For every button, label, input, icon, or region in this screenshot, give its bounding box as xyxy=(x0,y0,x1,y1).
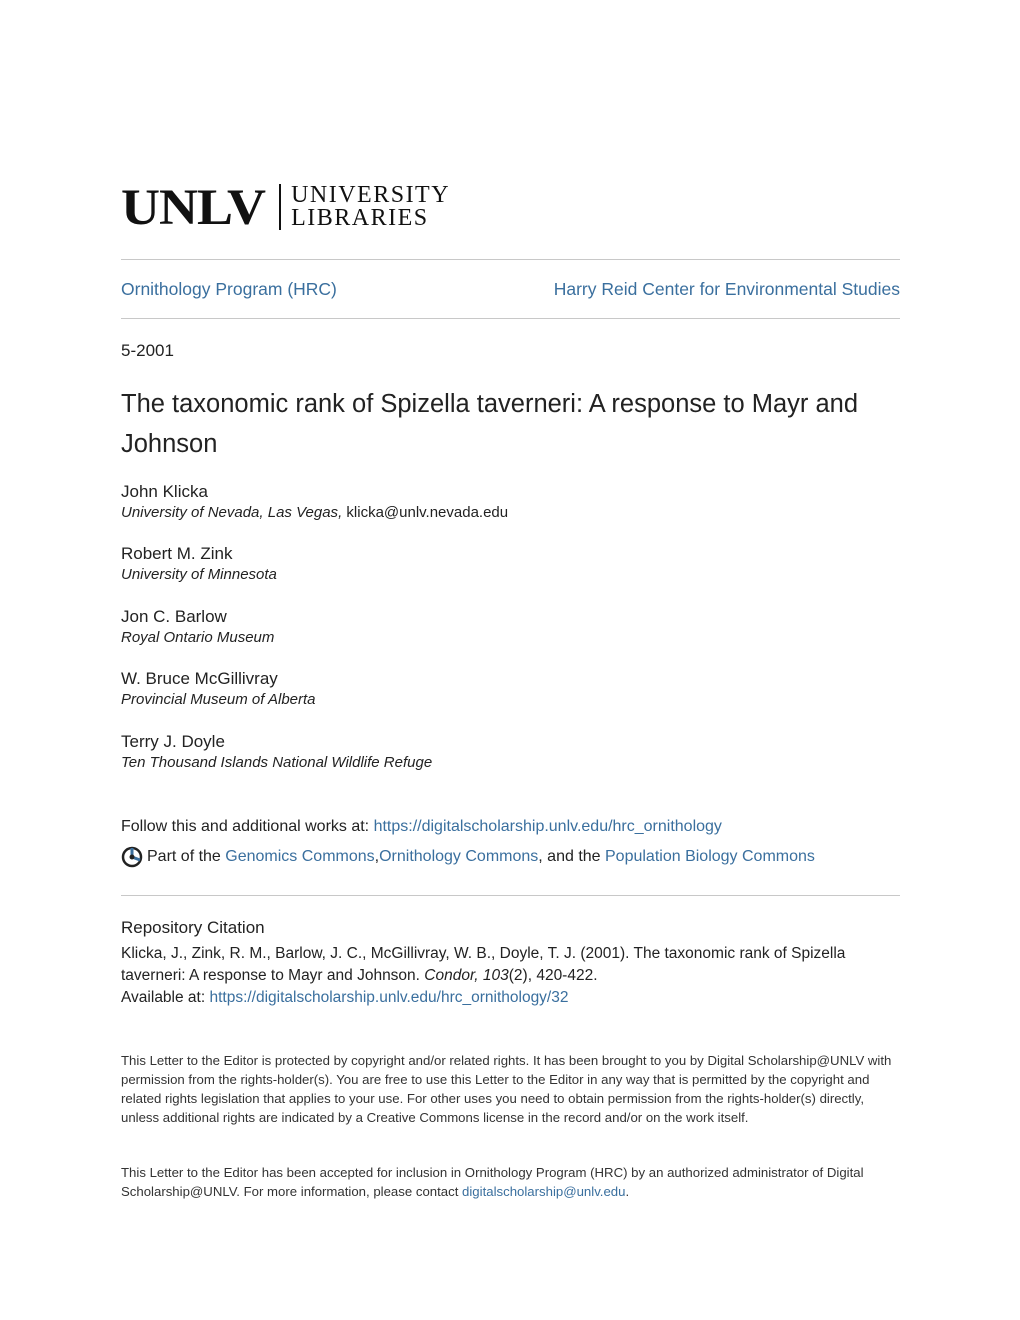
author-block xyxy=(121,606,274,648)
commons-network-icon xyxy=(121,846,143,868)
author-block xyxy=(121,731,432,773)
citation-body xyxy=(121,943,900,1009)
affiliation-text: University of Nevada, Las Vegas xyxy=(121,504,339,521)
author-name: Jon C. Barlow xyxy=(121,607,227,626)
separator: , xyxy=(374,848,380,865)
inclusion-notice xyxy=(121,1163,900,1201)
logo-divider xyxy=(279,184,281,230)
divider xyxy=(121,895,900,896)
unlv-libraries-logo xyxy=(121,178,451,236)
population-biology-commons-link[interactable]: Population Biology Commons xyxy=(605,848,815,865)
author-block xyxy=(121,481,508,523)
part-of-line xyxy=(121,846,815,868)
program-link[interactable]: Ornithology Program (HRC) xyxy=(121,279,337,299)
divider xyxy=(121,259,900,260)
ornithology-commons-link[interactable]: Ornithology Commons xyxy=(379,848,539,865)
author-name: Robert M. Zink xyxy=(121,544,233,563)
available-label: Available at: xyxy=(121,989,210,1006)
author-affiliation: University of Nevada, Las Vegas, klicka@unlv.nevada.edu xyxy=(121,504,509,521)
genomics-commons-link[interactable]: Genomics Commons xyxy=(225,848,375,865)
author-affiliation: University of Minnesota xyxy=(121,566,277,583)
citation-journal: Condor, 103 xyxy=(424,967,509,984)
author-block xyxy=(121,543,277,585)
period: . xyxy=(625,1184,630,1199)
follow-url-link[interactable]: https://digitalscholarship.unlv.edu/hrc_ornithology xyxy=(373,818,722,835)
separator: , and the xyxy=(538,848,605,865)
citation-url-link[interactable]: https://digitalscholarship.unlv.edu/hrc_ornithology/32 xyxy=(209,989,569,1006)
logo-line2: LIBRARIES xyxy=(291,205,429,231)
part-of-prefix: Part of the xyxy=(147,848,221,865)
collection-nav xyxy=(121,279,900,300)
author-affiliation: Ten Thousand Islands National Wildlife Refuge xyxy=(121,754,433,771)
author-name: W. Bruce McGillivray xyxy=(121,669,278,688)
center-link[interactable]: Harry Reid Center for Environmental Studies xyxy=(553,279,900,299)
contact-email-link[interactable]: digitalscholarship@unlv.edu xyxy=(462,1184,626,1199)
author-name: John Klicka xyxy=(121,482,208,501)
author-affiliation: Royal Ontario Museum xyxy=(121,629,275,646)
copyright-notice: This Letter to the Editor is protected by copyright and/or related rights. It has been brought to you by Digital Scholarship@UNLV with permission from the rights-holder(s). You are free to use this Letter to the Editor in any way that is permitted by the copyright and related rights legislation that applies to your use. For other uses you need to obtain permission from the rights-holder(s) directly, unless additional rights are indicated by a Creative Commons license in the record and/or on the work itself. xyxy=(121,1053,892,1125)
author-name: Terry J. Doyle xyxy=(121,732,225,751)
inclusion-text: This Letter to the Editor has been accepted for inclusion in Ornithology Program (HRC) by an authorized administrator of Digital Scholarship@UNLV. For more information, please contact xyxy=(121,1165,864,1199)
citation-text: Klicka, J., Zink, R. M., Barlow, J. C., McGillivray, W. B., Doyle, T. J. (2001). The taxonomic rank of Spizella taverneri: A response to Mayr and Johnson. xyxy=(121,945,846,984)
author-block xyxy=(121,668,316,710)
logo-wordmark: UNLV xyxy=(121,178,266,236)
author-affiliation: Provincial Museum of Alberta xyxy=(121,691,316,708)
logo-line1: UNIVERSITY xyxy=(291,182,451,208)
citation-issue-pages: (2), 420-422. xyxy=(508,967,598,984)
page-title: The taxonomic rank of Spizella taverneri: A response to Mayr and Johnson xyxy=(121,390,859,458)
divider xyxy=(121,318,900,319)
author-email: klicka@unlv.nevada.edu xyxy=(346,504,509,521)
publication-date: 5-2001 xyxy=(121,341,174,360)
follow-text: Follow this and additional works at: xyxy=(121,818,374,835)
logo-subtitle xyxy=(291,184,450,230)
follow-line xyxy=(121,818,722,836)
citation-heading: Repository Citation xyxy=(121,918,265,937)
